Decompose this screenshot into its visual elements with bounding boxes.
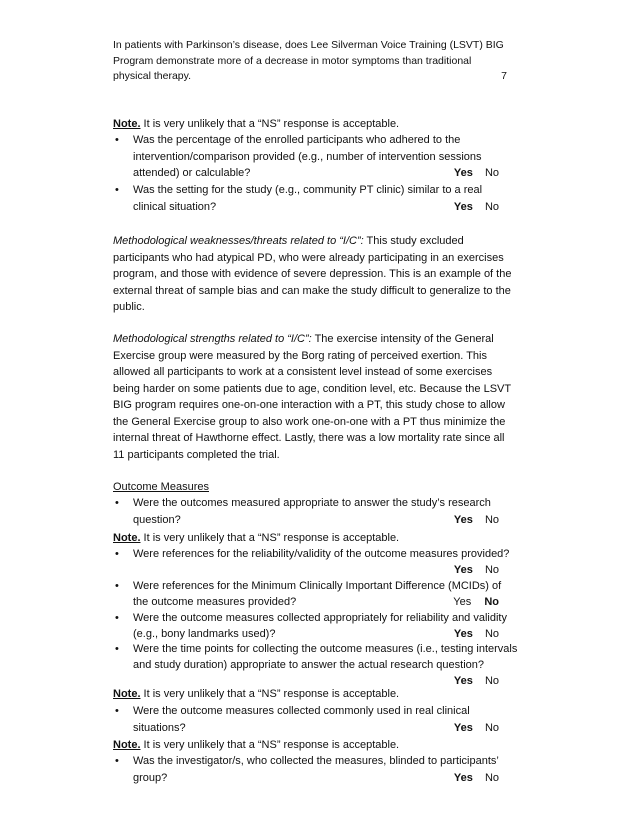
item-question: Was the percentage of the enrolled participants who adhered to the intervention/comparison provided (e.g., number of intervention sessions attended) or calculable? bbox=[133, 134, 482, 179]
answer-yes: Yes bbox=[453, 722, 473, 734]
checklist-item bbox=[113, 182, 523, 216]
answer-yes: Yes bbox=[453, 675, 473, 687]
item-question: Were the outcomes measured appropriate to answer the study’s research question? bbox=[133, 497, 491, 526]
checklist-item bbox=[113, 495, 523, 529]
item-question: Was the investigator/s, who collected the measures, blinded to participants’ group? bbox=[133, 755, 499, 784]
answer-yes: Yes bbox=[453, 167, 473, 179]
answer-yes: Yes bbox=[453, 564, 473, 576]
item-question: Were references for the Minimum Clinically Important Difference (MCIDs) of the outcome measures provided? bbox=[133, 580, 502, 608]
note-3 bbox=[113, 686, 399, 702]
yes-no-answer bbox=[454, 562, 499, 578]
item-question: Were the outcome measures collected commonly used in real clinical situations? bbox=[133, 705, 470, 734]
strengths-paragraph bbox=[113, 331, 513, 463]
answer-no: No bbox=[484, 167, 499, 179]
yes-no-answer bbox=[454, 770, 499, 787]
bullet-icon: • bbox=[115, 497, 119, 509]
answer-yes: Yes bbox=[453, 596, 472, 608]
answer-no: No bbox=[484, 772, 499, 784]
item-question: Were the time points for collecting the outcome measures (i.e., testing intervals and study duration) appropriate to answer the actual research question? bbox=[133, 643, 518, 671]
item-question: Were references for the reliability/validity of the outcome measures provided? bbox=[133, 548, 510, 560]
checklist-item bbox=[113, 753, 523, 787]
bullet-icon: • bbox=[115, 612, 119, 624]
yes-no-answer bbox=[454, 626, 499, 642]
weaknesses-lead: Methodological weaknesses/threats related to “I/C”: bbox=[113, 235, 364, 247]
page-number: 7 bbox=[501, 70, 507, 82]
checklist-item bbox=[113, 610, 523, 642]
bullet-icon: • bbox=[115, 705, 119, 717]
note-label: Note. bbox=[113, 118, 141, 130]
answer-yes: Yes bbox=[453, 200, 473, 213]
weaknesses-text: This study excluded participants who had atypical PD, who were already participating in an exercises program, and those with evidence of severe depression. This is an example of the external threat of sample bias and can make the study difficult to generalize to the public. bbox=[113, 235, 512, 313]
checklist-item bbox=[113, 546, 523, 578]
answer-yes: Yes bbox=[453, 628, 473, 640]
answer-no: No bbox=[484, 596, 499, 608]
yes-no-answer bbox=[454, 720, 499, 737]
item-question: Were the outcome measures collected appropriately for reliability and validity (e.g., bony landmarks used)? bbox=[133, 612, 507, 640]
item-question: Was the setting for the study (e.g., community PT clinic) similar to a real clinical situation? bbox=[133, 184, 483, 213]
answer-no: No bbox=[484, 675, 499, 687]
yes-no-answer bbox=[454, 673, 499, 689]
bullet-icon: • bbox=[115, 755, 119, 767]
note-text: It is very unlikely that a “NS” response is acceptable. bbox=[140, 118, 400, 130]
checklist-item bbox=[113, 703, 523, 737]
answer-no: No bbox=[484, 200, 499, 213]
yes-no-answer bbox=[454, 512, 499, 529]
note-label: Note. bbox=[113, 532, 141, 544]
weaknesses-paragraph bbox=[113, 233, 513, 316]
bullet-icon: • bbox=[115, 548, 119, 560]
note-text: It is very unlikely that a “NS” response is acceptable. bbox=[140, 688, 400, 700]
yes-no-answer bbox=[454, 165, 499, 182]
note-text: It is very unlikely that a “NS” response is acceptable. bbox=[140, 532, 400, 544]
bullet-icon: • bbox=[115, 134, 119, 146]
answer-yes: Yes bbox=[453, 514, 473, 526]
answer-yes: Yes bbox=[453, 772, 473, 784]
header-title: In patients with Parkinson’s disease, does Lee Silverman Voice Training (LSVT) BIG Program demonstrate more of a decrease in motor symptoms than traditional physical therapy. bbox=[113, 39, 504, 82]
answer-no: No bbox=[484, 628, 499, 640]
running-header bbox=[113, 38, 525, 85]
strengths-lead: Methodological strengths related to “I/C”: bbox=[113, 333, 312, 345]
answer-no: No bbox=[484, 564, 499, 576]
bullet-icon: • bbox=[115, 184, 119, 196]
checklist-item bbox=[113, 132, 523, 182]
checklist-item bbox=[113, 641, 523, 689]
checklist-item bbox=[113, 578, 523, 610]
note-text: It is very unlikely that a “NS” response is acceptable. bbox=[140, 739, 400, 751]
yes-no-answer bbox=[454, 199, 499, 216]
note-1 bbox=[113, 116, 399, 132]
yes-no-answer bbox=[453, 594, 499, 610]
note-4 bbox=[113, 737, 399, 753]
bullet-icon: • bbox=[115, 580, 119, 592]
answer-no: No bbox=[484, 514, 499, 526]
note-label: Note. bbox=[113, 739, 141, 751]
note-label: Note. bbox=[113, 688, 141, 700]
answer-no: No bbox=[484, 722, 499, 734]
outcome-measures-heading: Outcome Measures bbox=[113, 481, 209, 493]
note-2 bbox=[113, 530, 399, 546]
strengths-text: The exercise intensity of the General Exercise group were measured by the Borg rating of perceived exertion. This allowed all participants to work at a consistent level instead of some exercises being harder on some patients due to age, condition level, etc. Because the LSVT BIG program requires one-on-one interaction with a PT, this study chose to allow the General Exercise group to also work one-on-one with a PT thus minimize the internal threat of Hawthorne effect. Lastly, there was a low mortality rate since all 11 participants completed the trial. bbox=[113, 333, 511, 461]
bullet-icon: • bbox=[115, 643, 119, 655]
